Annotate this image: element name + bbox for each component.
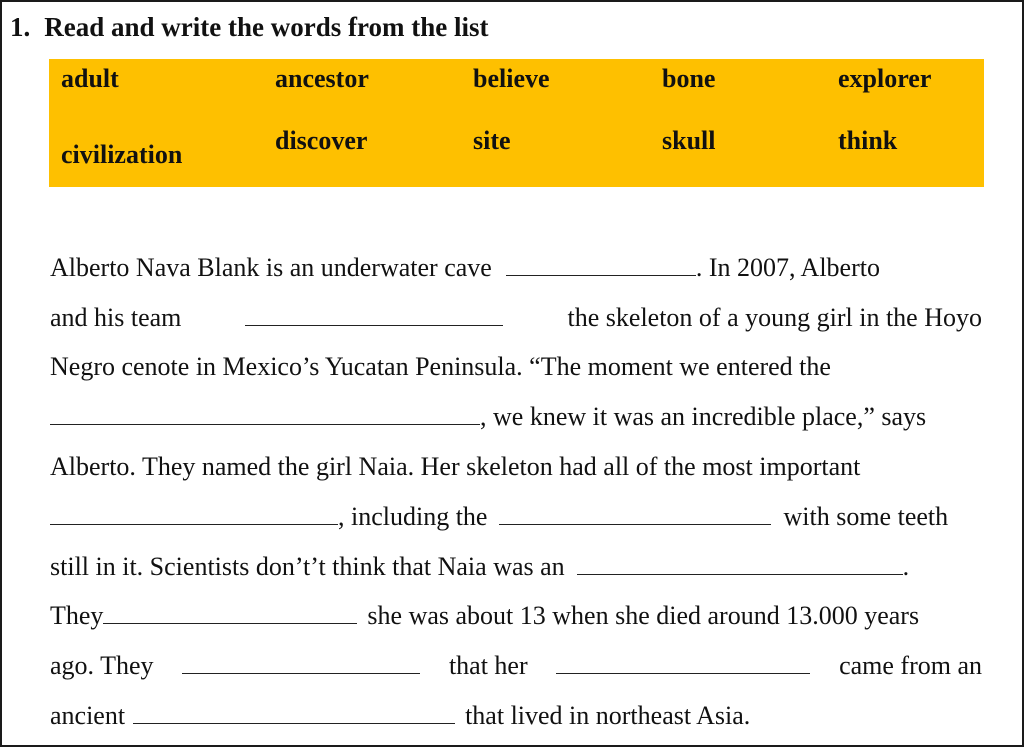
word-bank-item: skull (662, 126, 716, 155)
word-bank-item: believe (473, 64, 550, 93)
passage-text: with some teeth (783, 502, 949, 531)
answer-blank[interactable] (245, 307, 503, 326)
passage-line (50, 302, 982, 334)
word-bank-item: adult (61, 64, 119, 93)
passage-text: that lived in northeast Asia. (465, 701, 751, 730)
passage-line (50, 501, 982, 533)
answer-blank[interactable] (133, 705, 455, 724)
word-bank-item: think (838, 126, 898, 155)
passage-line (50, 252, 982, 284)
passage-text: ago. They (50, 651, 154, 680)
passage-text: Alberto. They named the girl Naia. Her skeleton had all of the most important (50, 452, 861, 481)
passage-text: came from an (839, 651, 982, 680)
word-bank-item: civilization (61, 140, 183, 169)
passage-line (50, 700, 982, 732)
passage-text: still in it. Scientists don’t’t think that Naia was an (50, 552, 565, 581)
word-bank-item: site (473, 126, 511, 155)
answer-blank[interactable] (50, 406, 480, 425)
passage-text: Negro cenote in Mexico’s Yucatan Peninsula. “The moment we entered the (50, 352, 831, 381)
passage-text: she was about 13 when she died around 13.000 years (367, 601, 920, 630)
answer-blank[interactable] (499, 506, 771, 525)
answer-blank[interactable] (50, 506, 338, 525)
word-bank-item: explorer (838, 64, 932, 93)
answer-blank[interactable] (556, 655, 810, 674)
passage-line (50, 451, 982, 483)
answer-blank[interactable] (577, 556, 903, 575)
passage-text: that her (448, 651, 528, 680)
passage-text: . In 2007, Alberto (695, 253, 880, 282)
passage-line (50, 351, 982, 383)
answer-blank[interactable] (103, 605, 357, 624)
passage-text: the skeleton of a young girl in the Hoyo (567, 303, 982, 332)
word-bank-item: discover (275, 126, 368, 155)
exercise-heading (10, 12, 488, 43)
passage-text: ancient (50, 701, 126, 730)
passage-text: Alberto Nava Blank is an underwater cave (50, 253, 492, 282)
answer-blank[interactable] (182, 655, 420, 674)
word-bank-item: ancestor (275, 64, 369, 93)
passage-line (50, 401, 982, 433)
exercise-number: 1. (10, 12, 31, 42)
exercise-title: Read and write the words from the list (44, 12, 489, 42)
word-bank (49, 59, 984, 187)
passage-line (50, 600, 982, 632)
passage-text: and his team (50, 303, 182, 332)
answer-blank[interactable] (506, 257, 696, 276)
passage-text: They (50, 601, 104, 630)
passage-line (50, 551, 982, 583)
passage-text: . (902, 552, 910, 581)
passage-text: , we knew it was an incredible place,” says (480, 402, 927, 431)
word-bank-item: bone (662, 64, 716, 93)
passage-line (50, 650, 982, 682)
passage-text: , including the (338, 502, 488, 531)
